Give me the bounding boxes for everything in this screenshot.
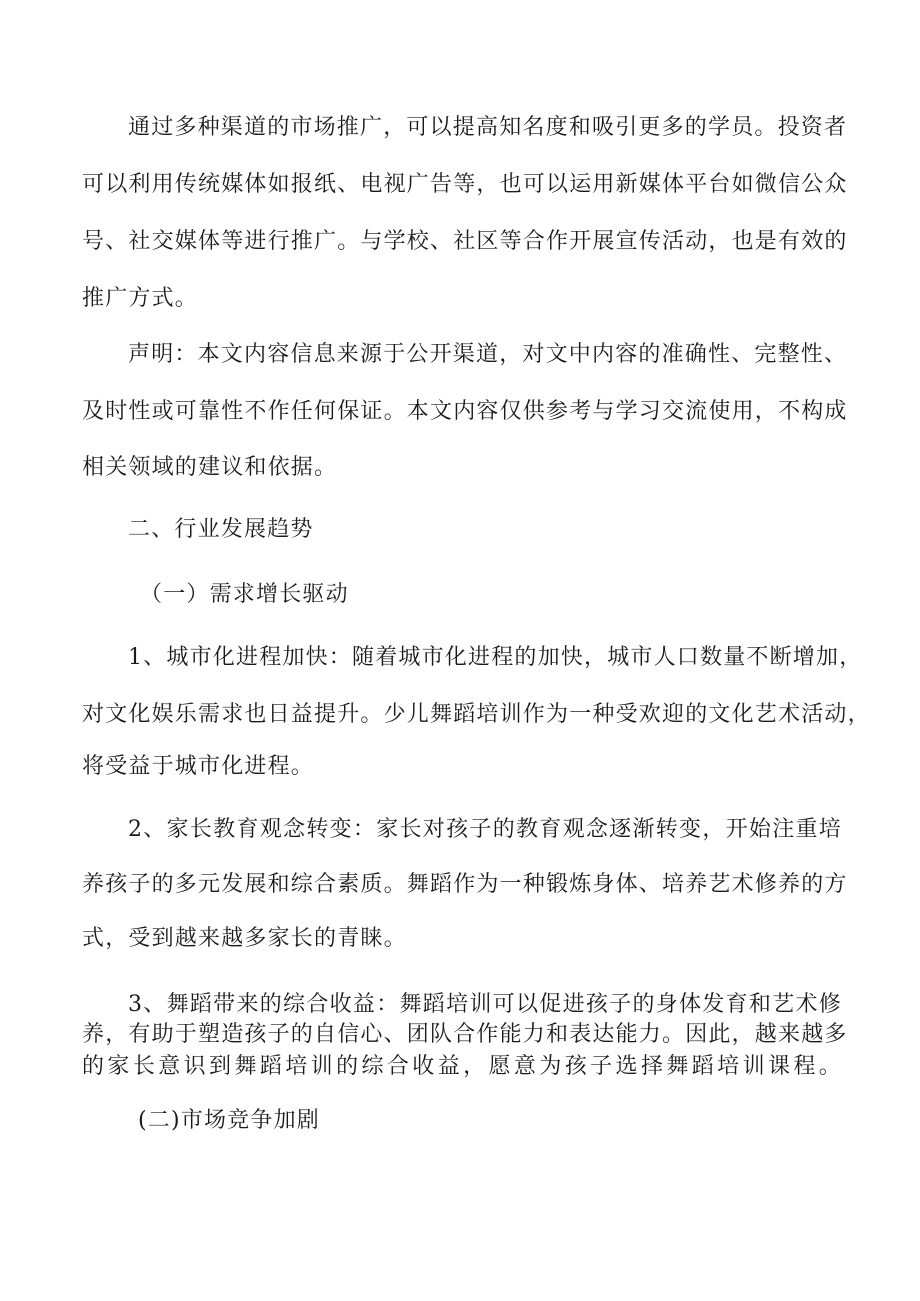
paragraph-line: 式，受到越来越多家长的青睐。 xyxy=(82,926,407,951)
paragraph-line: 将受益于城市化进程。 xyxy=(82,754,315,779)
paragraph-line: 对文化娱乐需求也日益提升。少儿舞蹈培训作为一种受欢迎的文化艺术活动， xyxy=(82,702,871,727)
paragraph-line: 推广方式。 xyxy=(82,286,199,311)
paragraph-line: 号、社交媒体等进行推广。与学校、社区等合作开展宣传活动，也是有效的 xyxy=(82,229,848,254)
paragraph-line: 养孩子的多元发展和综合素质。舞蹈作为一种锻炼身体、培养艺术修养的方 xyxy=(82,872,848,897)
paragraph-line: 养，有助于塑造孩子的自信心、团队合作能力和表达能力。因此，越来越多 xyxy=(82,1022,848,1047)
paragraph-line: 3、舞蹈带来的综合收益：舞蹈培训可以促进孩子的身体发育和艺术修 xyxy=(128,992,842,1017)
disclaimer-line: 相关领域的建议和依据。 xyxy=(82,455,338,480)
disclaimer-line: 声明：本文内容信息来源于公开渠道，对文中内容的准确性、完整性、 xyxy=(128,342,848,367)
paragraph-line: 通过多种渠道的市场推广，可以提高知名度和吸引更多的学员。投资者 xyxy=(128,115,848,140)
paragraph-line: 的家长意识到舞蹈培训的综合收益，愿意为孩子选择舞蹈培训课程。 xyxy=(82,1054,842,1079)
paragraph-line: 2、家长教育观念转变：家长对孩子的教育观念逐渐转变，开始注重培 xyxy=(128,817,842,842)
subsection-heading: （一）需求增长驱动 xyxy=(140,582,349,607)
paragraph-line: 可以利用传统媒体如报纸、电视广告等，也可以运用新媒体平台如微信公众 xyxy=(82,172,848,197)
section-heading: 二、行业发展趋势 xyxy=(128,517,314,542)
paragraph-line: 1、城市化进程加快：随着城市化进程的加快，城市人口数量不断增加， xyxy=(128,645,863,670)
disclaimer-line: 及时性或可靠性不作任何保证。本文内容仅供参考与学习交流使用，不构成 xyxy=(82,399,848,424)
subsection-heading: (二)市场竞争加剧 xyxy=(138,1108,320,1133)
